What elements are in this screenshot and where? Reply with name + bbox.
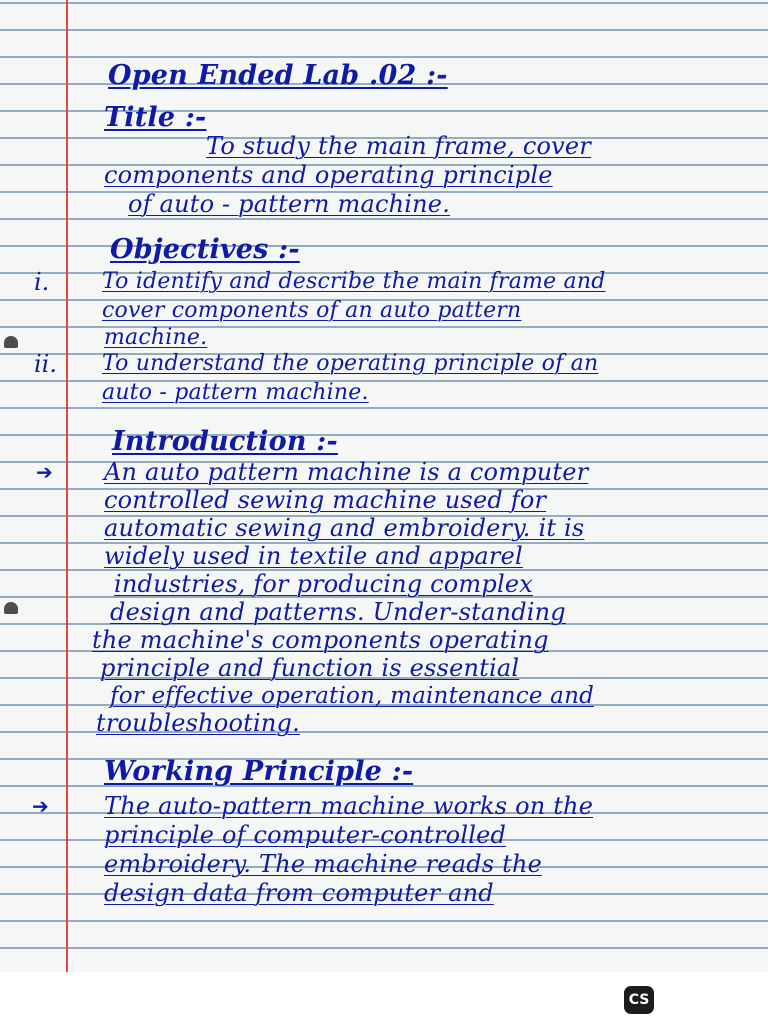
intro-line: controlled sewing machine used for	[104, 486, 547, 514]
introduction-heading: Introduction :-	[112, 426, 338, 457]
intro-line: for effective operation, maintenance and	[110, 683, 595, 709]
working-line: principle of computer-controlled	[104, 821, 507, 849]
title-line: of auto - pattern machine.	[128, 190, 451, 218]
objective-marker: i.	[34, 268, 50, 296]
objective-line: machine.	[104, 325, 208, 350]
intro-line: design and patterns. Under-standing	[110, 598, 566, 626]
red-margin-line	[66, 0, 68, 972]
intro-line: industries, for producing complex	[114, 570, 533, 598]
binder-hole	[4, 602, 18, 614]
title-line: components and operating principle	[104, 161, 553, 189]
working-line: design data from computer and	[104, 879, 494, 907]
title-line: To study the main frame, cover	[206, 132, 591, 160]
intro-line: the machine's components operating	[92, 626, 549, 654]
title-label: Title :-	[104, 102, 207, 133]
lab-heading: Open Ended Lab .02 :-	[108, 60, 448, 91]
intro-line: principle and function is essential	[100, 654, 520, 682]
objective-marker: ii.	[34, 350, 57, 378]
objective-line: To identify and describe the main frame and	[102, 269, 606, 294]
objective-line: cover components of an auto pattern	[102, 298, 522, 323]
intro-line: troubleshooting.	[96, 709, 300, 737]
objective-line: To understand the operating principle of an	[102, 351, 599, 376]
arrow-icon: ➔	[32, 794, 49, 818]
working-line: embroidery. The machine reads the	[104, 850, 543, 878]
intro-line: widely used in textile and apparel	[104, 542, 523, 570]
working-principle-heading: Working Principle :-	[104, 756, 414, 787]
intro-line: An auto pattern machine is a computer	[104, 458, 589, 486]
binder-hole	[4, 336, 18, 348]
camscanner-logo-icon: CS	[624, 986, 654, 1014]
arrow-icon: ➔	[36, 460, 53, 484]
objective-line: auto - pattern machine.	[102, 380, 369, 405]
intro-line: automatic sewing and embroidery. it is	[104, 514, 585, 542]
objectives-heading: Objectives :-	[110, 234, 300, 265]
working-line: The auto-pattern machine works on the	[104, 792, 594, 820]
